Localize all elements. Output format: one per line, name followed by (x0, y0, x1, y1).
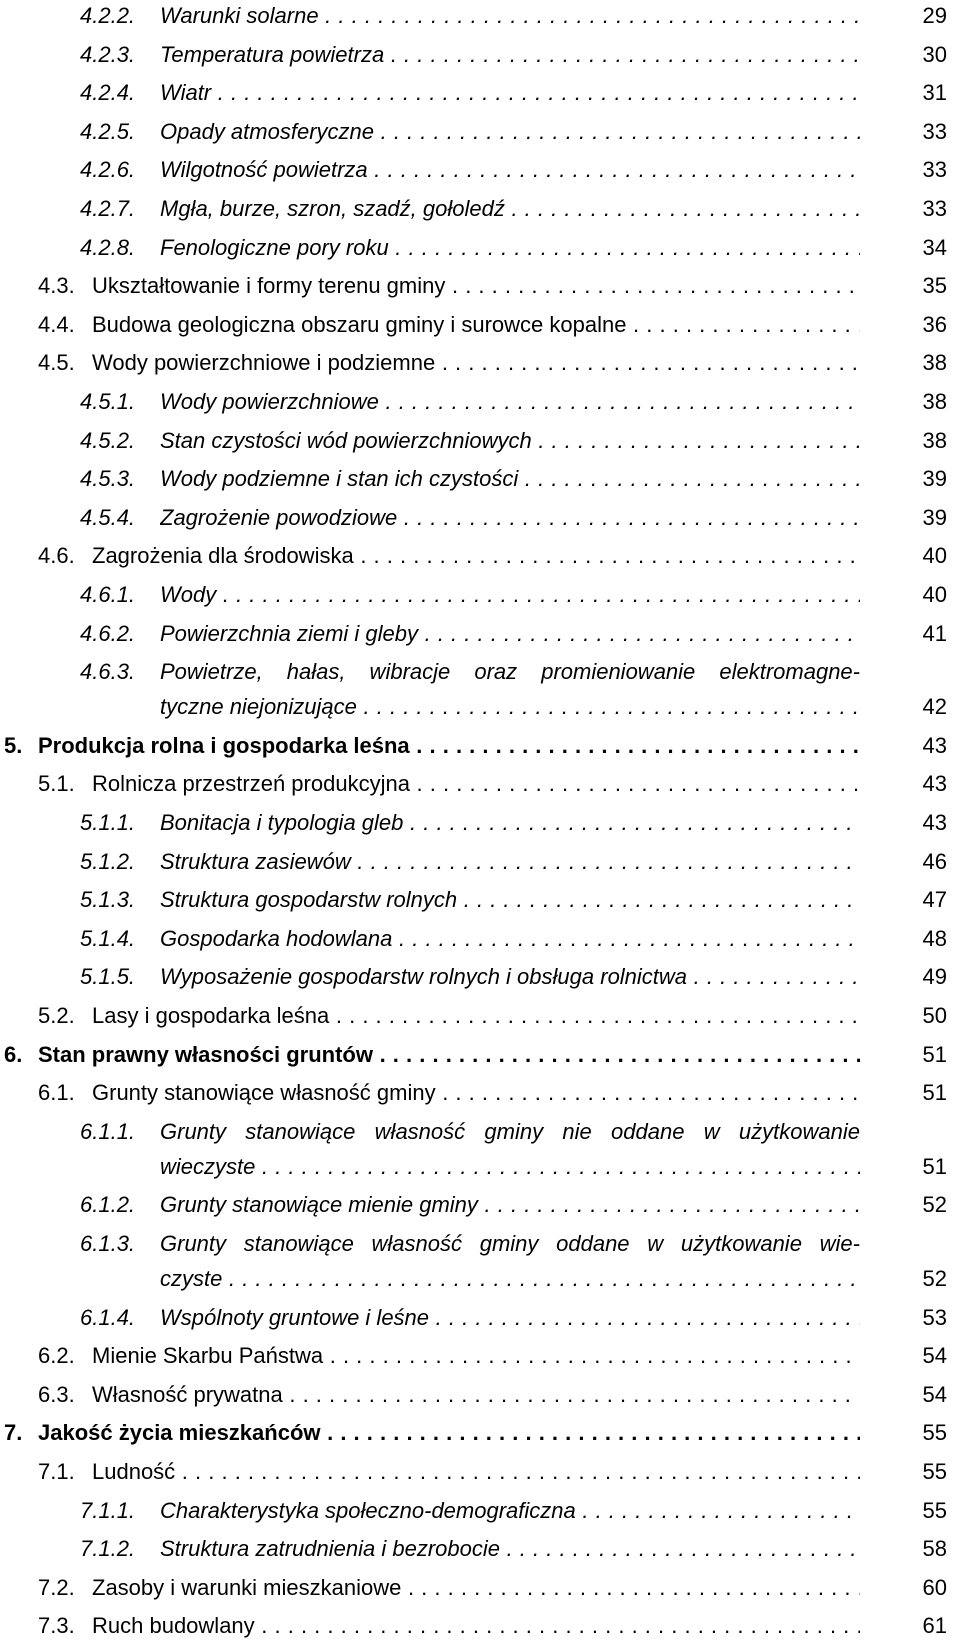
toc-entry-line (0, 1496, 960, 1526)
toc-entry-page-number: 61 (922, 1613, 947, 1639)
toc-entry-page-number: 51 (922, 1041, 947, 1067)
toc-entry-page-number: 46 (922, 848, 947, 874)
toc-entry-number: 6.1.3. (80, 1231, 136, 1256)
toc-entry-title: Powierzchnia ziemi i gleby . . . (160, 619, 860, 649)
toc-entry-number: 5. (4, 732, 23, 758)
toc-entry-number: 4.2.7. (80, 196, 136, 221)
toc-entry-page-number: 55 (922, 1420, 947, 1446)
toc-entry-number: 4.5. (38, 350, 75, 376)
toc-entry-line (0, 1264, 960, 1294)
toc-entry-page-number: 39 (922, 466, 947, 492)
toc-entry-line (0, 1152, 960, 1182)
toc-entry-title: Wody powierzchniowe i podziemne . . . (92, 348, 860, 378)
toc-entry-page-number: 50 (922, 1003, 947, 1028)
toc-entry-number: 6. (4, 1041, 23, 1067)
toc-entry-number: 5.1.4. (80, 925, 136, 951)
toc-entry-title: Grunty stanowiące własność gminy oddane w użytkowanie wie- (160, 1231, 860, 1256)
toc-entry-page-number: 55 (922, 1459, 947, 1484)
toc-entry-line (0, 1001, 960, 1031)
toc-entry-line (0, 310, 960, 340)
toc-entry-title: Powietrze, hałas, wibracje oraz promieniowanie elektromagne- (160, 659, 860, 685)
toc-entry-title: Struktura zatrudnienia i bezrobocie . . . (160, 1534, 860, 1564)
toc-entry-title: Grunty stanowiące mienie gminy . . . (160, 1190, 860, 1220)
toc-entry-title-continuation: tyczne niejonizujące . . . (160, 692, 860, 722)
toc-entry-number: 6.1. (38, 1080, 75, 1106)
toc-entry-number: 4.5.3. (80, 466, 136, 492)
toc-entry-page-number: 33 (922, 157, 947, 183)
toc-entry-line (0, 1303, 960, 1333)
toc-entry-number: 4.6.3. (80, 659, 136, 685)
toc-entry-line (0, 1380, 960, 1410)
toc-entry-line (0, 117, 960, 147)
toc-entry-line (0, 924, 960, 954)
toc-entry-title: Warunki solarne . . . (160, 1, 860, 31)
toc-entry-page-number: 31 (922, 80, 947, 106)
toc-entry-title: Stan czystości wód powierzchniowych . . . (160, 426, 860, 456)
toc-entry-page-number: 43 (922, 810, 947, 835)
toc-entry-line (0, 271, 960, 301)
toc-entry-number: 5.1. (38, 771, 75, 797)
toc-entry-title: Temperatura powietrza . . . (160, 40, 860, 70)
toc-entry-title: Wspólnoty gruntowe i leśne . . . (160, 1303, 860, 1333)
toc-entry-page-number: 33 (922, 196, 947, 221)
toc-entry-line (0, 692, 960, 722)
toc-entry-line (0, 1078, 960, 1108)
toc-entry-line (0, 40, 960, 70)
toc-entry-number: 4.2.5. (80, 118, 136, 144)
toc-entry-page-number: 43 (922, 732, 947, 758)
toc-entry-number: 6.1.2. (80, 1192, 136, 1218)
toc-entry-title: Grunty stanowiące własność gminy nie oddane w użytkowanie (160, 1118, 860, 1144)
toc-entry-number: 4.2.6. (80, 157, 136, 183)
toc-entry-page-number: 35 (922, 273, 947, 299)
toc-entry-number: 4.5.4. (80, 504, 136, 530)
toc-entry-number: 6.2. (38, 1343, 75, 1369)
toc-entry-page-number: 51 (922, 1080, 947, 1106)
toc-entry-line (0, 464, 960, 494)
toc-entry-page-number: 41 (922, 620, 947, 646)
toc-entry-title: Własność prywatna . . . (92, 1380, 860, 1410)
toc-entry-number: 7.2. (38, 1574, 75, 1600)
toc-entry-line (0, 503, 960, 533)
toc-entry-title: Bonitacja i typologia gleb . . . (160, 808, 860, 838)
toc-entry-line (0, 808, 960, 838)
toc-entry-page-number: 60 (922, 1574, 947, 1600)
toc-entry-line (0, 657, 960, 687)
toc-entry-title: Mgła, burze, szron, szadź, gołoledź . . . (160, 194, 860, 224)
toc-entry-number: 5.1.2. (80, 848, 136, 874)
toc-entry-page-number: 36 (922, 311, 947, 337)
toc-entry-title: Wyposażenie gospodarstw rolnych i obsługa rolnictwa . . . (160, 962, 860, 992)
toc-entry-number: 4.4. (38, 311, 75, 337)
toc-entry-page-number: 40 (922, 543, 947, 569)
toc-entry-line (0, 426, 960, 456)
toc-entry-number: 5.1.5. (80, 964, 136, 990)
toc-entry-title: Zagrożenie powodziowe . . . (160, 503, 860, 533)
toc-entry-number: 6.1.1. (80, 1118, 136, 1144)
toc-entry-line (0, 619, 960, 649)
toc-entry-line (0, 1229, 960, 1259)
toc-entry-number: 4.2.3. (80, 41, 136, 67)
toc-entry-number: 5.1.1. (80, 810, 136, 835)
toc-entry-line (0, 155, 960, 185)
toc-entry-page-number: 42 (922, 694, 947, 720)
toc-entry-title: Produkcja rolna i gospodarka leśna . . . (38, 731, 860, 761)
toc-entry-line (0, 233, 960, 263)
toc-entry-line (0, 78, 960, 108)
toc-entry-page-number: 48 (922, 925, 947, 951)
toc-entry-line (0, 1573, 960, 1603)
toc-entry-number: 4.6. (38, 543, 75, 569)
toc-entry-page-number: 43 (922, 771, 947, 797)
toc-entry-title: Zagrożenia dla środowiska . . . (92, 541, 860, 571)
toc-entry-page-number: 58 (922, 1536, 947, 1562)
toc-entry-title: Fenologiczne pory roku . . . (160, 233, 860, 263)
toc-entry-line (0, 731, 960, 761)
toc-entry-title: Wiatr . . . (160, 78, 860, 108)
toc-entry-number: 6.3. (38, 1381, 75, 1407)
toc-entry-page-number: 38 (922, 389, 947, 414)
toc-entry-number: 7.1.1. (80, 1497, 136, 1523)
toc-entry-line (0, 847, 960, 877)
toc-entry-page-number: 39 (922, 504, 947, 530)
toc-entry-line (0, 769, 960, 799)
toc-entry-line (0, 1117, 960, 1147)
toc-entry-number: 7.1. (38, 1459, 75, 1484)
toc-entry-line (0, 885, 960, 915)
toc-entry-page-number: 38 (922, 427, 947, 453)
toc-entry-title: Opady atmosferyczne . . . (160, 117, 860, 147)
toc-entry-number: 7. (4, 1420, 23, 1446)
toc-entry-page-number: 49 (922, 964, 947, 990)
toc-entry-number: 5.1.3. (80, 887, 136, 913)
toc-entry-line (0, 541, 960, 571)
toc-entry-title: Ruch budowlany . . . (92, 1611, 860, 1641)
toc-entry-number: 4.6.1. (80, 582, 136, 607)
toc-entry-title: Charakterystyka społeczno-demograficzna . . . (160, 1496, 860, 1526)
toc-entry-title: Mienie Skarbu Państwa . . . (92, 1341, 860, 1371)
toc-entry-page-number: 40 (922, 582, 947, 607)
toc-entry-number: 4.3. (38, 273, 75, 299)
toc-entry-title: Wody powierzchniowe . . . (160, 387, 860, 417)
toc-entry-page-number: 52 (922, 1266, 947, 1291)
toc-entry-number: 4.5.2. (80, 427, 136, 453)
toc-entry-title-continuation: wieczyste . . . (160, 1152, 860, 1182)
toc-entry-line (0, 1, 960, 31)
toc-entry-title: Struktura gospodarstw rolnych . . . (160, 885, 860, 915)
toc-entry-title: Stan prawny własności gruntów . . . (38, 1040, 860, 1070)
toc-entry-line (0, 194, 960, 224)
toc-entry-number: 4.5.1. (80, 389, 136, 414)
toc-entry-page-number: 52 (922, 1192, 947, 1218)
toc-entry-number: 4.2.4. (80, 80, 136, 106)
toc-entry-title: Rolnicza przestrzeń produkcyjna . . . (92, 769, 860, 799)
toc-entry-number: 6.1.4. (80, 1304, 136, 1330)
toc-entry-number: 7.3. (38, 1613, 75, 1639)
toc-entry-title: Budowa geologiczna obszaru gminy i surowce kopalne . . . (92, 310, 860, 340)
toc-entry-title: Ludność . . . (92, 1457, 860, 1487)
toc-entry-title-continuation: czyste . . . (160, 1264, 860, 1294)
toc-entry-title: Wody . . . (160, 580, 860, 610)
toc-entry-page-number: 47 (922, 887, 947, 913)
toc-entry-page-number: 54 (922, 1343, 947, 1369)
toc-entry-line (0, 1611, 960, 1641)
toc-entry-title: Grunty stanowiące własność gminy . . . (92, 1078, 860, 1108)
toc-entry-title: Gospodarka hodowlana . . . (160, 924, 860, 954)
toc-entry-page-number: 34 (922, 234, 947, 260)
toc-entry-line (0, 1190, 960, 1220)
toc-entry-number: 4.2.2. (80, 3, 136, 28)
toc-entry-line (0, 1418, 960, 1448)
toc-entry-title: Lasy i gospodarka leśna . . . (92, 1001, 860, 1031)
toc-entry-number: 7.1.2. (80, 1536, 136, 1562)
toc-entry-title: Ukształtowanie i formy terenu gminy . . . (92, 271, 860, 301)
toc-entry-line (0, 1457, 960, 1487)
toc-entry-page-number: 30 (922, 41, 947, 67)
toc-entry-page-number: 29 (922, 3, 947, 28)
toc-entry-number: 4.6.2. (80, 620, 136, 646)
toc-entry-page-number: 38 (922, 350, 947, 376)
toc-entry-line (0, 1534, 960, 1564)
toc-entry-page-number: 55 (922, 1497, 947, 1523)
toc-entry-page-number: 51 (922, 1153, 947, 1179)
toc-entry-title: Jakość życia mieszkańców . . . (38, 1418, 860, 1448)
toc-entry-number: 4.2.8. (80, 234, 136, 260)
toc-entry-line (0, 348, 960, 378)
toc-entry-line (0, 580, 960, 610)
toc-entry-line (0, 387, 960, 417)
toc-entry-title: Struktura zasiewów . . . (160, 847, 860, 877)
toc-entry-line (0, 1040, 960, 1070)
toc-entry-title: Zasoby i warunki mieszkaniowe . . . (92, 1573, 860, 1603)
toc-entry-page-number: 53 (922, 1304, 947, 1330)
toc-entry-page-number: 54 (922, 1381, 947, 1407)
toc-entry-title: Wilgotność powietrza . . . (160, 155, 860, 185)
toc-entry-page-number: 33 (922, 118, 947, 144)
toc-entry-number: 5.2. (38, 1003, 75, 1028)
toc-entry-line (0, 1341, 960, 1371)
toc-entry-title: Wody podziemne i stan ich czystości . . . (160, 464, 860, 494)
toc-entry-line (0, 962, 960, 992)
